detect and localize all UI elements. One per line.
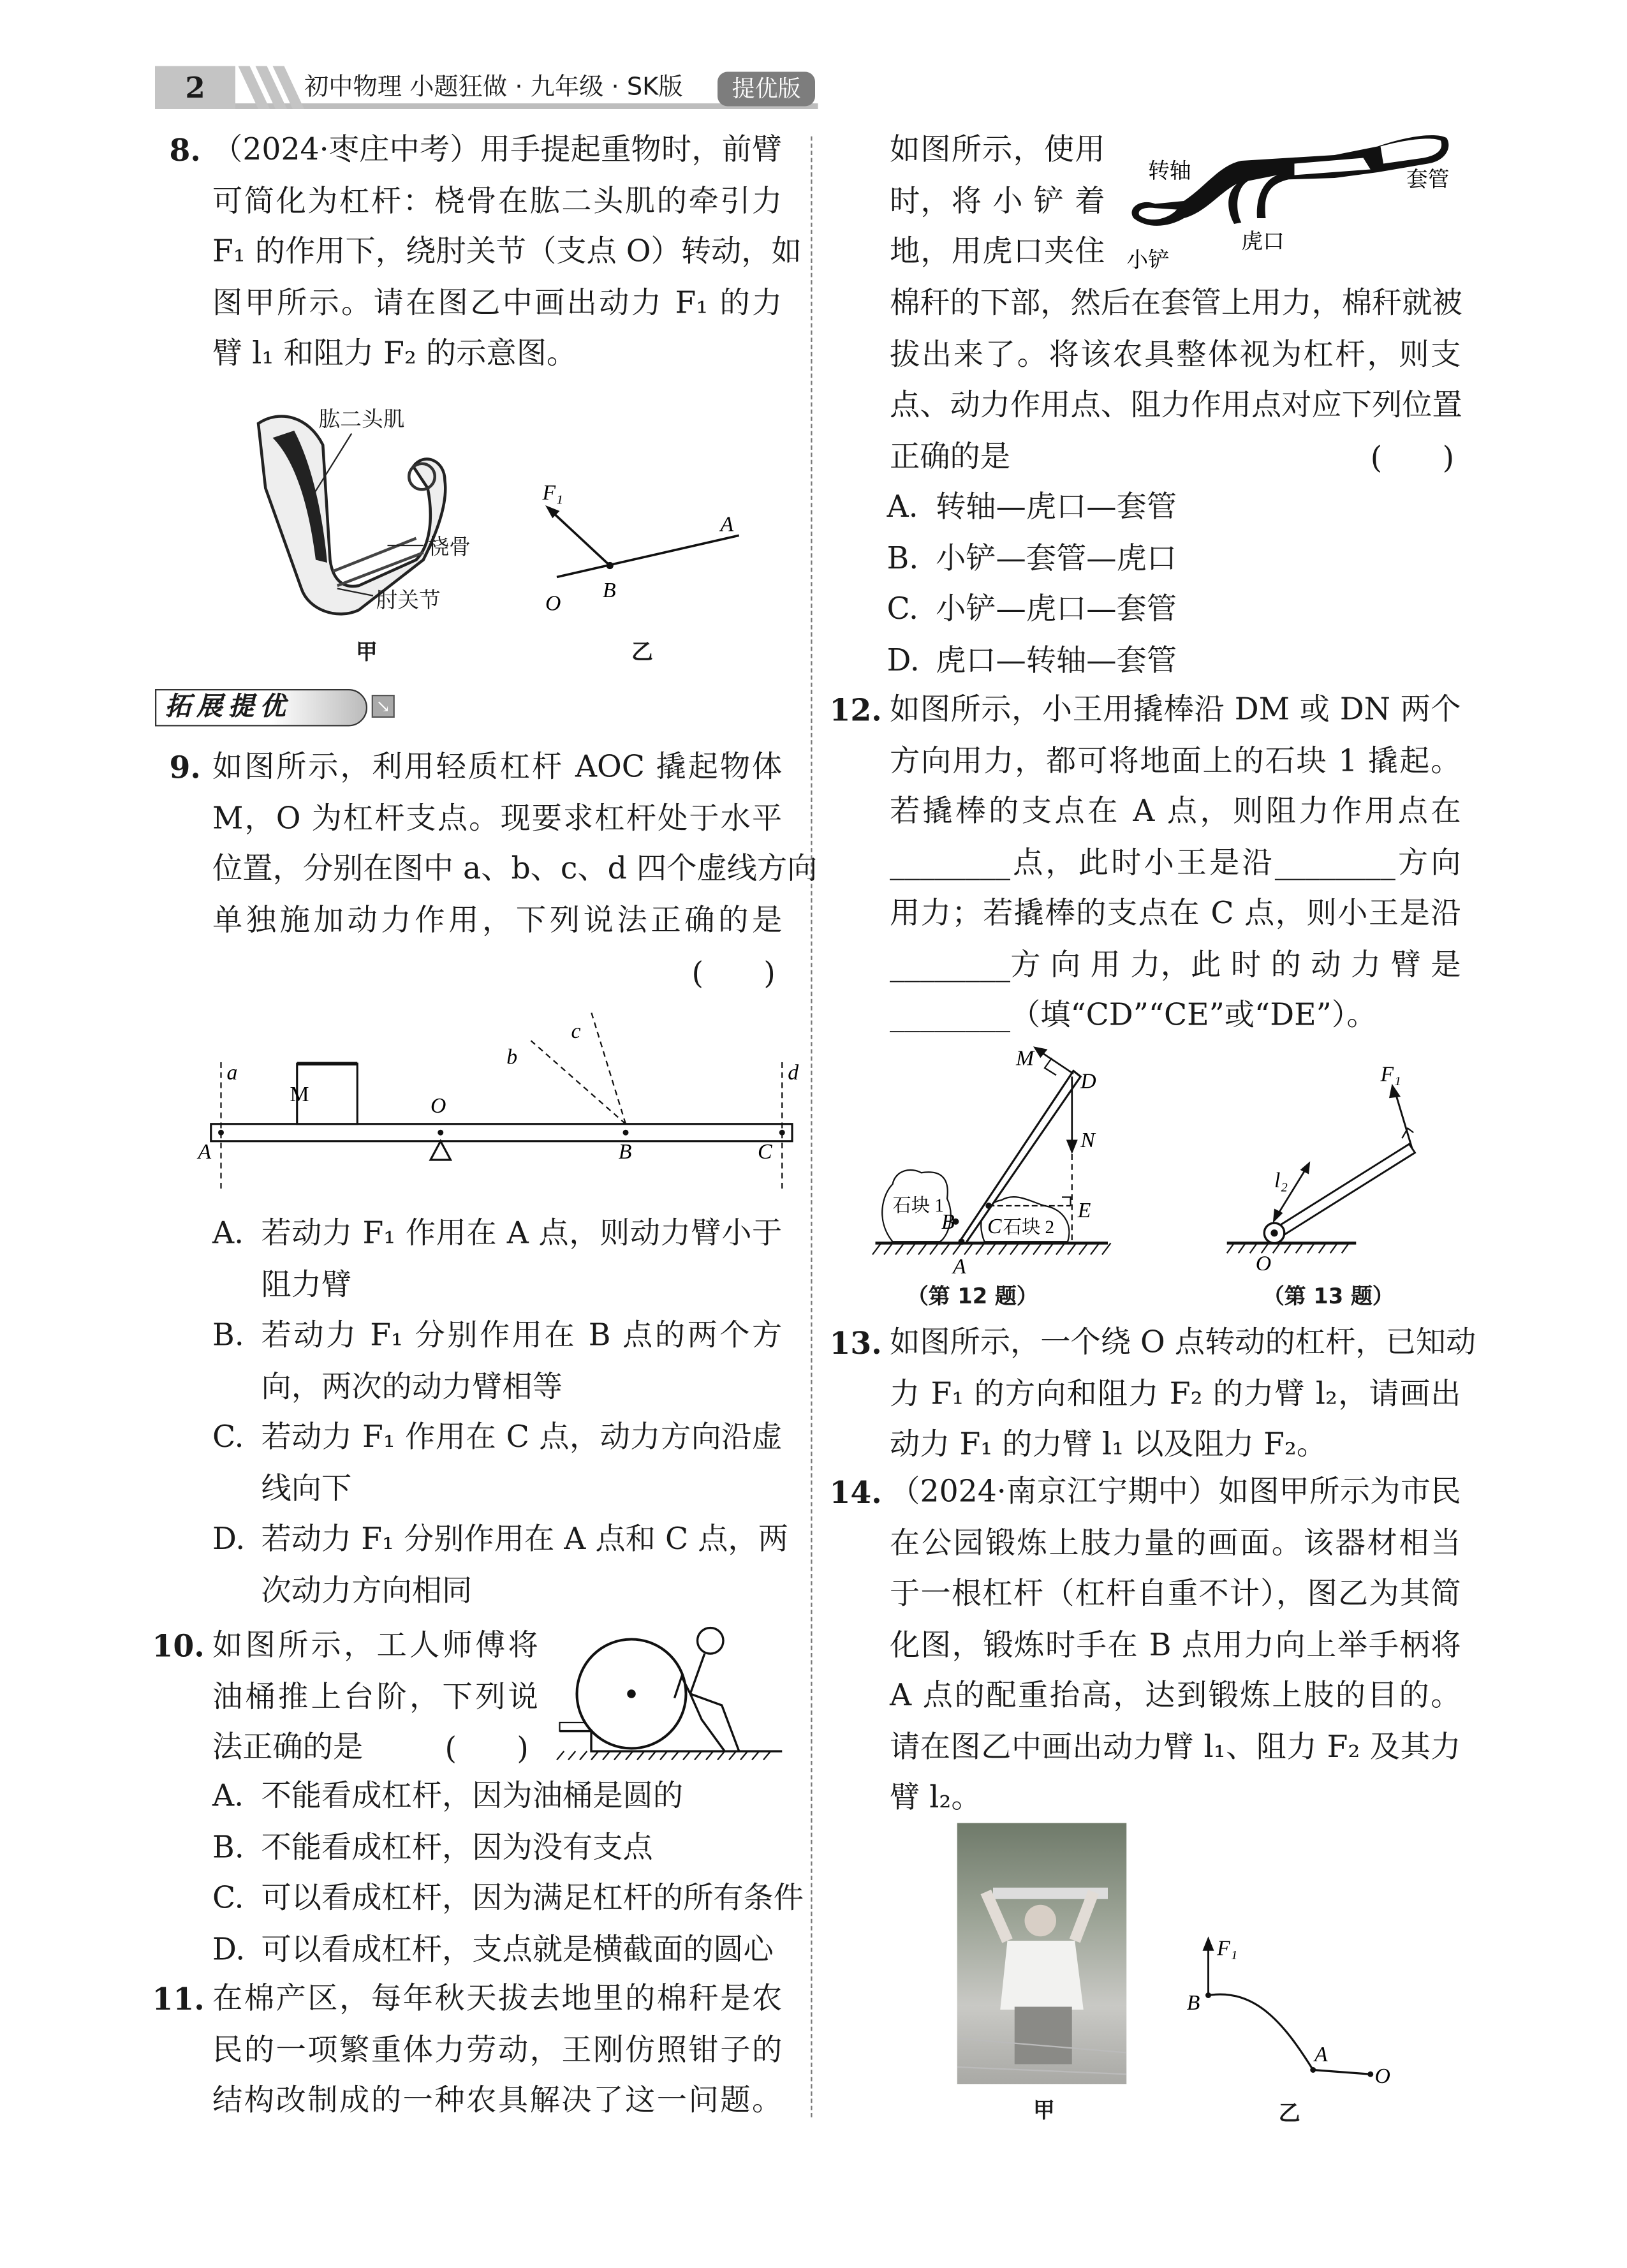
question-number: 8. [169, 132, 201, 168]
figure-caption: （第 12 题） [907, 1283, 1038, 1309]
edition-badge: 提优版 [718, 72, 815, 107]
answer-option[interactable] [212, 1924, 783, 1975]
text-line: 法正确的是 [212, 1730, 364, 1765]
option-label: A. [887, 489, 918, 524]
label-O: O [1374, 2064, 1390, 2088]
text-line: 化图，锻炼时手在 B 点用力向上举手柄将 [890, 1627, 1461, 1662]
text-line: 可以看成杠杆，支点就是横截面的圆心 [261, 1931, 774, 1966]
label-radius: 桡骨 [427, 534, 471, 560]
text-line: 可以看成杠杆，因为满足杠杆的所有条件 [261, 1880, 804, 1915]
option-label: C. [212, 1880, 244, 1915]
label-O: O [545, 591, 561, 616]
text-line: 结构改制成的一种农具解决了这一问题。 [212, 2082, 783, 2117]
question-9-options [212, 1209, 788, 1617]
label-C: C [987, 1214, 1002, 1238]
arrow-down-right-icon: ↘ [372, 695, 395, 718]
text-line: 棉秆的下部，然后在套管上用力，棉秆就被 [890, 285, 1462, 320]
question-14-text [890, 1467, 1461, 1824]
text-line: 在棉产区，每年秋天拔去地里的棉秆是农 [212, 1981, 783, 2015]
label-A: A [1314, 2043, 1328, 2066]
option-label: D. [887, 642, 920, 677]
text-line: 阻力臂 [261, 1266, 352, 1301]
label-rock-1: 石块 1 [892, 1196, 944, 1216]
label-sleeve: 套管 [1406, 168, 1450, 192]
text-line: 可简化为杠杆：桡骨在肱二头肌的牵引力 [212, 182, 783, 218]
text-line: （2024·枣庄中考）用手提起重物时，前臂 [212, 132, 783, 167]
text-line: 正确的是 [890, 438, 1010, 473]
label-M: M [290, 1082, 309, 1106]
label-jaw: 虎口 [1241, 230, 1285, 254]
text-line: 如图所示，工人师傅将 [212, 1627, 538, 1663]
answer-bracket: ( ) [445, 1731, 529, 1766]
text-line: 向，两次的动力臂相等 [261, 1368, 563, 1404]
answer-option[interactable] [887, 635, 1461, 686]
answer-bracket: ( ) [1370, 440, 1455, 475]
option-label: D. [212, 1931, 246, 1966]
option-label: A. [212, 1778, 244, 1813]
text-line: 地，用虎口夹住 [890, 233, 1105, 269]
question-number: 12. [829, 692, 882, 728]
answer-option[interactable] [212, 1822, 783, 1873]
question-13-text [890, 1318, 1476, 1471]
text-line: 若动力 F₁ 分别作用在 B 点的两个方 [261, 1317, 783, 1353]
figure-caption: 甲 [356, 639, 378, 665]
text-line: 若撬棒的支点在 A 点，则阻力作用点在 [890, 794, 1461, 829]
option-label: A. [212, 1215, 244, 1250]
label-A: A [953, 1254, 966, 1278]
label-l2: l₂ [1274, 1168, 1288, 1192]
text-line: 单独施加动力作用，下列说法正确的是 [212, 902, 783, 937]
option-label: B. [212, 1317, 244, 1353]
cotton-puller-tool-figure [1119, 130, 1471, 273]
text-line: ________（填“CD”“CE”或“DE”）。 [890, 997, 1377, 1032]
option-label: C. [212, 1419, 244, 1455]
exercise-lever-diagram [1177, 1923, 1406, 2089]
text-line: 若动力 F₁ 作用在 A 点，则动力臂小于 [261, 1215, 783, 1250]
text-line: 用力；若撬棒的支点在 C 点，则小王是沿 [890, 896, 1461, 930]
label-O: O [431, 1093, 446, 1118]
question-number: 11. [152, 1981, 205, 2017]
text-line: A 点的配重抬高，达到锻炼上肢的目的。 [890, 1678, 1461, 1713]
text-line: 时，将 小 铲 着 [890, 182, 1105, 218]
text-line: 小铲—虎口—套管 [936, 591, 1177, 626]
figure-caption: 乙 [631, 639, 653, 665]
question-number: 14. [829, 1474, 882, 1510]
text-line: M，O 为杠杆支点。现要求杠杆处于水平 [212, 800, 783, 835]
label-F1: F₁ [1380, 1062, 1401, 1086]
option-label: B. [212, 1829, 244, 1864]
figure-caption: （第 13 题） [1263, 1283, 1394, 1309]
label-B: B [1186, 1991, 1200, 2015]
answer-option[interactable] [212, 1310, 783, 1412]
crowbar-figure [861, 1034, 1134, 1278]
text-line: 位置，分别在图中 a、b、c、d 四个虚线方向 [212, 851, 818, 886]
text-line: （2024·南京江宁期中）如图甲所示为市民 [890, 1474, 1461, 1509]
answer-option[interactable] [212, 1412, 783, 1515]
label-A: A [720, 512, 734, 537]
text-line: 次动力方向相同 [261, 1572, 473, 1607]
text-line: 臂 l₂。 [890, 1780, 982, 1814]
answer-option[interactable] [212, 1515, 788, 1617]
label-b: b [506, 1045, 518, 1069]
figure-caption: 甲 [1033, 2097, 1055, 2123]
figure-caption: 乙 [1278, 2100, 1300, 2126]
text-line: 若动力 F₁ 分别作用在 A 点和 C 点，两 [261, 1522, 788, 1556]
text-line: 如图所示，利用轻质杠杆 AOC 撬起物体 [212, 749, 783, 784]
answer-bracket: ( ) [691, 956, 776, 991]
label-E: E [1077, 1199, 1091, 1222]
text-line: 油桶推上台阶，下列说 [212, 1679, 538, 1714]
lever-o-figure [1220, 1055, 1436, 1271]
text-line: 图甲所示。请在图乙中画出动力 F₁ 的力 [212, 285, 783, 320]
text-line: 虎口—转轴—套管 [936, 642, 1177, 677]
label-pivot: 转轴 [1148, 159, 1191, 183]
text-line: 如图所示，小王用撬棒沿 DM 或 DN 两个 [890, 692, 1461, 727]
label-B: B [603, 579, 616, 602]
question-number: 10. [152, 1627, 205, 1664]
option-label: C. [887, 591, 918, 626]
question-number: 9. [169, 749, 201, 785]
text-line: 拔出来了。将该农具整体视为杠杆，则支 [890, 336, 1461, 371]
question-11-text-narrow [890, 125, 1105, 278]
page-number: 2 [155, 66, 235, 110]
label-c: c [571, 1019, 581, 1043]
text-line: 小铲—套管—虎口 [936, 540, 1177, 575]
text-line: 民的一项繁重体力劳动，王刚仿照钳子的 [212, 2031, 783, 2066]
text-line: 点、动力作用点、阻力作用点对应下列位置 [890, 387, 1462, 422]
text-line: 请在图乙中画出动力臂 l₁、阻力 F₂ 及其力 [890, 1729, 1461, 1764]
label-biceps: 肱二头肌 [318, 406, 405, 433]
exercise-photo [957, 1823, 1127, 2085]
question-11-text [212, 1974, 782, 2127]
answer-option[interactable] [887, 482, 1461, 533]
option-label: D. [212, 1522, 246, 1556]
text-line: 线向下 [261, 1471, 352, 1506]
text-line: F₁ 的作用下，绕肘关节（支点 O）转动，如 [212, 233, 802, 269]
question-11-options [887, 482, 1461, 686]
header-stripes [235, 66, 307, 110]
book-title: 初中物理 小题狂做 · 九年级 · SK版 [304, 73, 683, 102]
text-line: 转轴—虎口—套管 [936, 489, 1177, 524]
label-B: B [618, 1139, 632, 1164]
label-a: a [226, 1061, 238, 1085]
lever-aoc-diagram [187, 998, 818, 1199]
answer-option[interactable] [887, 584, 1461, 635]
label-B: B [941, 1210, 955, 1234]
label-F1: F₁ [542, 481, 563, 505]
text-line: 如图所示，一个绕 O 点转动的杠杆，已知动 [890, 1324, 1476, 1360]
label-O: O [1255, 1252, 1272, 1271]
label-A: A [198, 1139, 212, 1164]
text-line: ________点，此时小王是沿________方向 [890, 845, 1461, 880]
answer-option[interactable] [212, 1873, 804, 1924]
text-line: 在公园锻炼上肢力量的画面。该器材相当 [890, 1525, 1461, 1560]
text-line: 于一根杠杆（杠杆自重不计），图乙为其简 [890, 1576, 1461, 1611]
question-12-text [890, 685, 1461, 1041]
label-N: N [1080, 1128, 1095, 1152]
text-line: 如图所示，使用 [890, 132, 1105, 167]
question-8-text [212, 125, 802, 380]
text-line: 动力 F₁ 的力臂 l₁ 以及阻力 F₂。 [890, 1427, 1327, 1462]
question-10-options [212, 1772, 804, 1976]
label-C: C [758, 1139, 772, 1164]
label-elbow: 肘关节 [376, 587, 441, 613]
label-shovel: 小铲 [1126, 248, 1170, 272]
oil-barrel-figure [552, 1619, 789, 1763]
answer-option[interactable] [212, 1772, 783, 1823]
text-line: 不能看成杠杆，因为油桶是圆的 [261, 1778, 683, 1813]
text-line: 臂 l₁ 和阻力 F₂ 的示意图。 [212, 336, 577, 371]
lever-diagram-b [531, 474, 761, 632]
text-line: 方向用力，都可将地面上的石块 1 撬起。 [890, 743, 1461, 778]
label-D: D [1080, 1069, 1096, 1093]
label-F1: F₁ [1217, 1936, 1238, 1960]
text-line: 不能看成杠杆，因为没有支点 [261, 1829, 653, 1864]
label-M: M [1016, 1046, 1034, 1071]
section-header: 拓展提优 [155, 689, 367, 727]
label-d: d [788, 1061, 799, 1085]
answer-option[interactable] [887, 533, 1461, 584]
text-line: 若动力 F₁ 作用在 C 点，动力方向沿虚 [261, 1419, 783, 1455]
text-line: 力 F₁ 的方向和阻力 F₂ 的力臂 l₂，请画出 [890, 1375, 1461, 1411]
question-9-text [212, 742, 818, 946]
text-line: ________方 向 用 力，此 时 的 动 力 臂 是 [890, 946, 1461, 981]
option-label: B. [887, 540, 919, 575]
question-number: 13. [829, 1324, 882, 1361]
label-rock-2: 石块 2 [1003, 1217, 1055, 1238]
answer-option[interactable] [212, 1209, 783, 1311]
